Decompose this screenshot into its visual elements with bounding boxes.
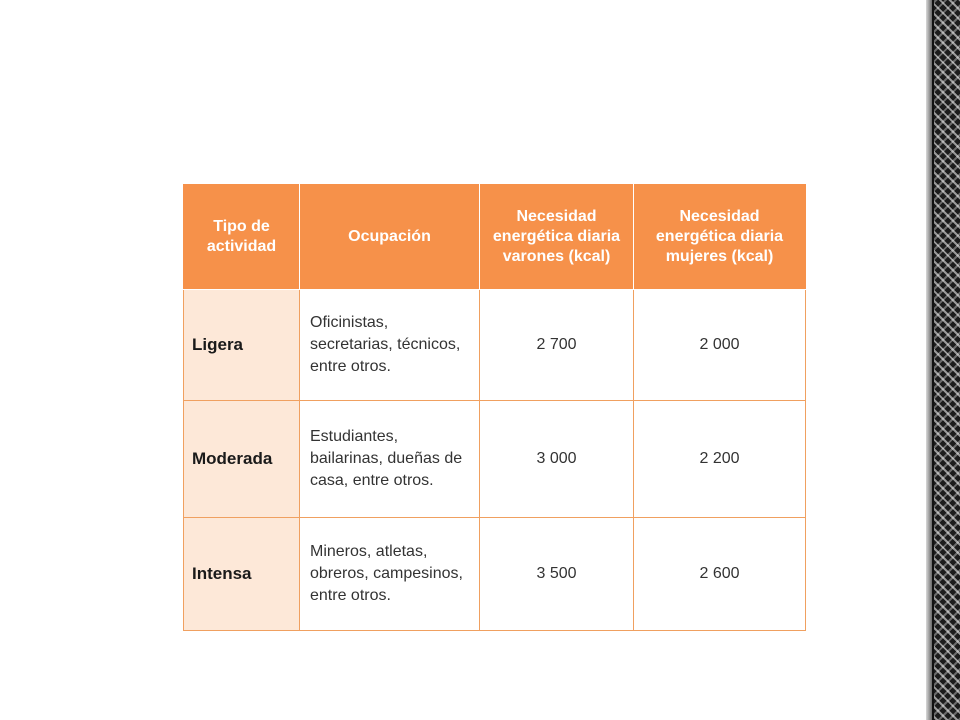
cell-mujeres: 2 600 [634,518,806,631]
cell-ocupacion: Estudiantes, bailarinas, dueñas de casa, entre otros. [300,401,480,518]
decorative-edge-strip [926,0,960,720]
table-row [184,518,806,631]
header-varones: Necesidad energética diaria varones (kcal) [480,185,634,290]
table-header-row [184,185,806,290]
cell-mujeres: 2 200 [634,401,806,518]
cell-tipo: Ligera [184,290,300,401]
cell-ocupacion: Oficinistas, secretarias, técnicos, entre otros. [300,290,480,401]
cell-mujeres: 2 000 [634,290,806,401]
header-tipo-actividad: Tipo de actividad [184,185,300,290]
table-row [184,401,806,518]
cell-tipo: Moderada [184,401,300,518]
cell-varones: 3 500 [480,518,634,631]
cell-ocupacion: Mineros, atletas, obreros, campesinos, entre otros. [300,518,480,631]
cell-varones: 3 000 [480,401,634,518]
header-mujeres: Necesidad energética diaria mujeres (kcal) [634,185,806,290]
header-ocupacion: Ocupación [300,185,480,290]
cell-tipo: Intensa [184,518,300,631]
energy-needs-table [183,184,806,631]
cell-varones: 2 700 [480,290,634,401]
table-row [184,290,806,401]
